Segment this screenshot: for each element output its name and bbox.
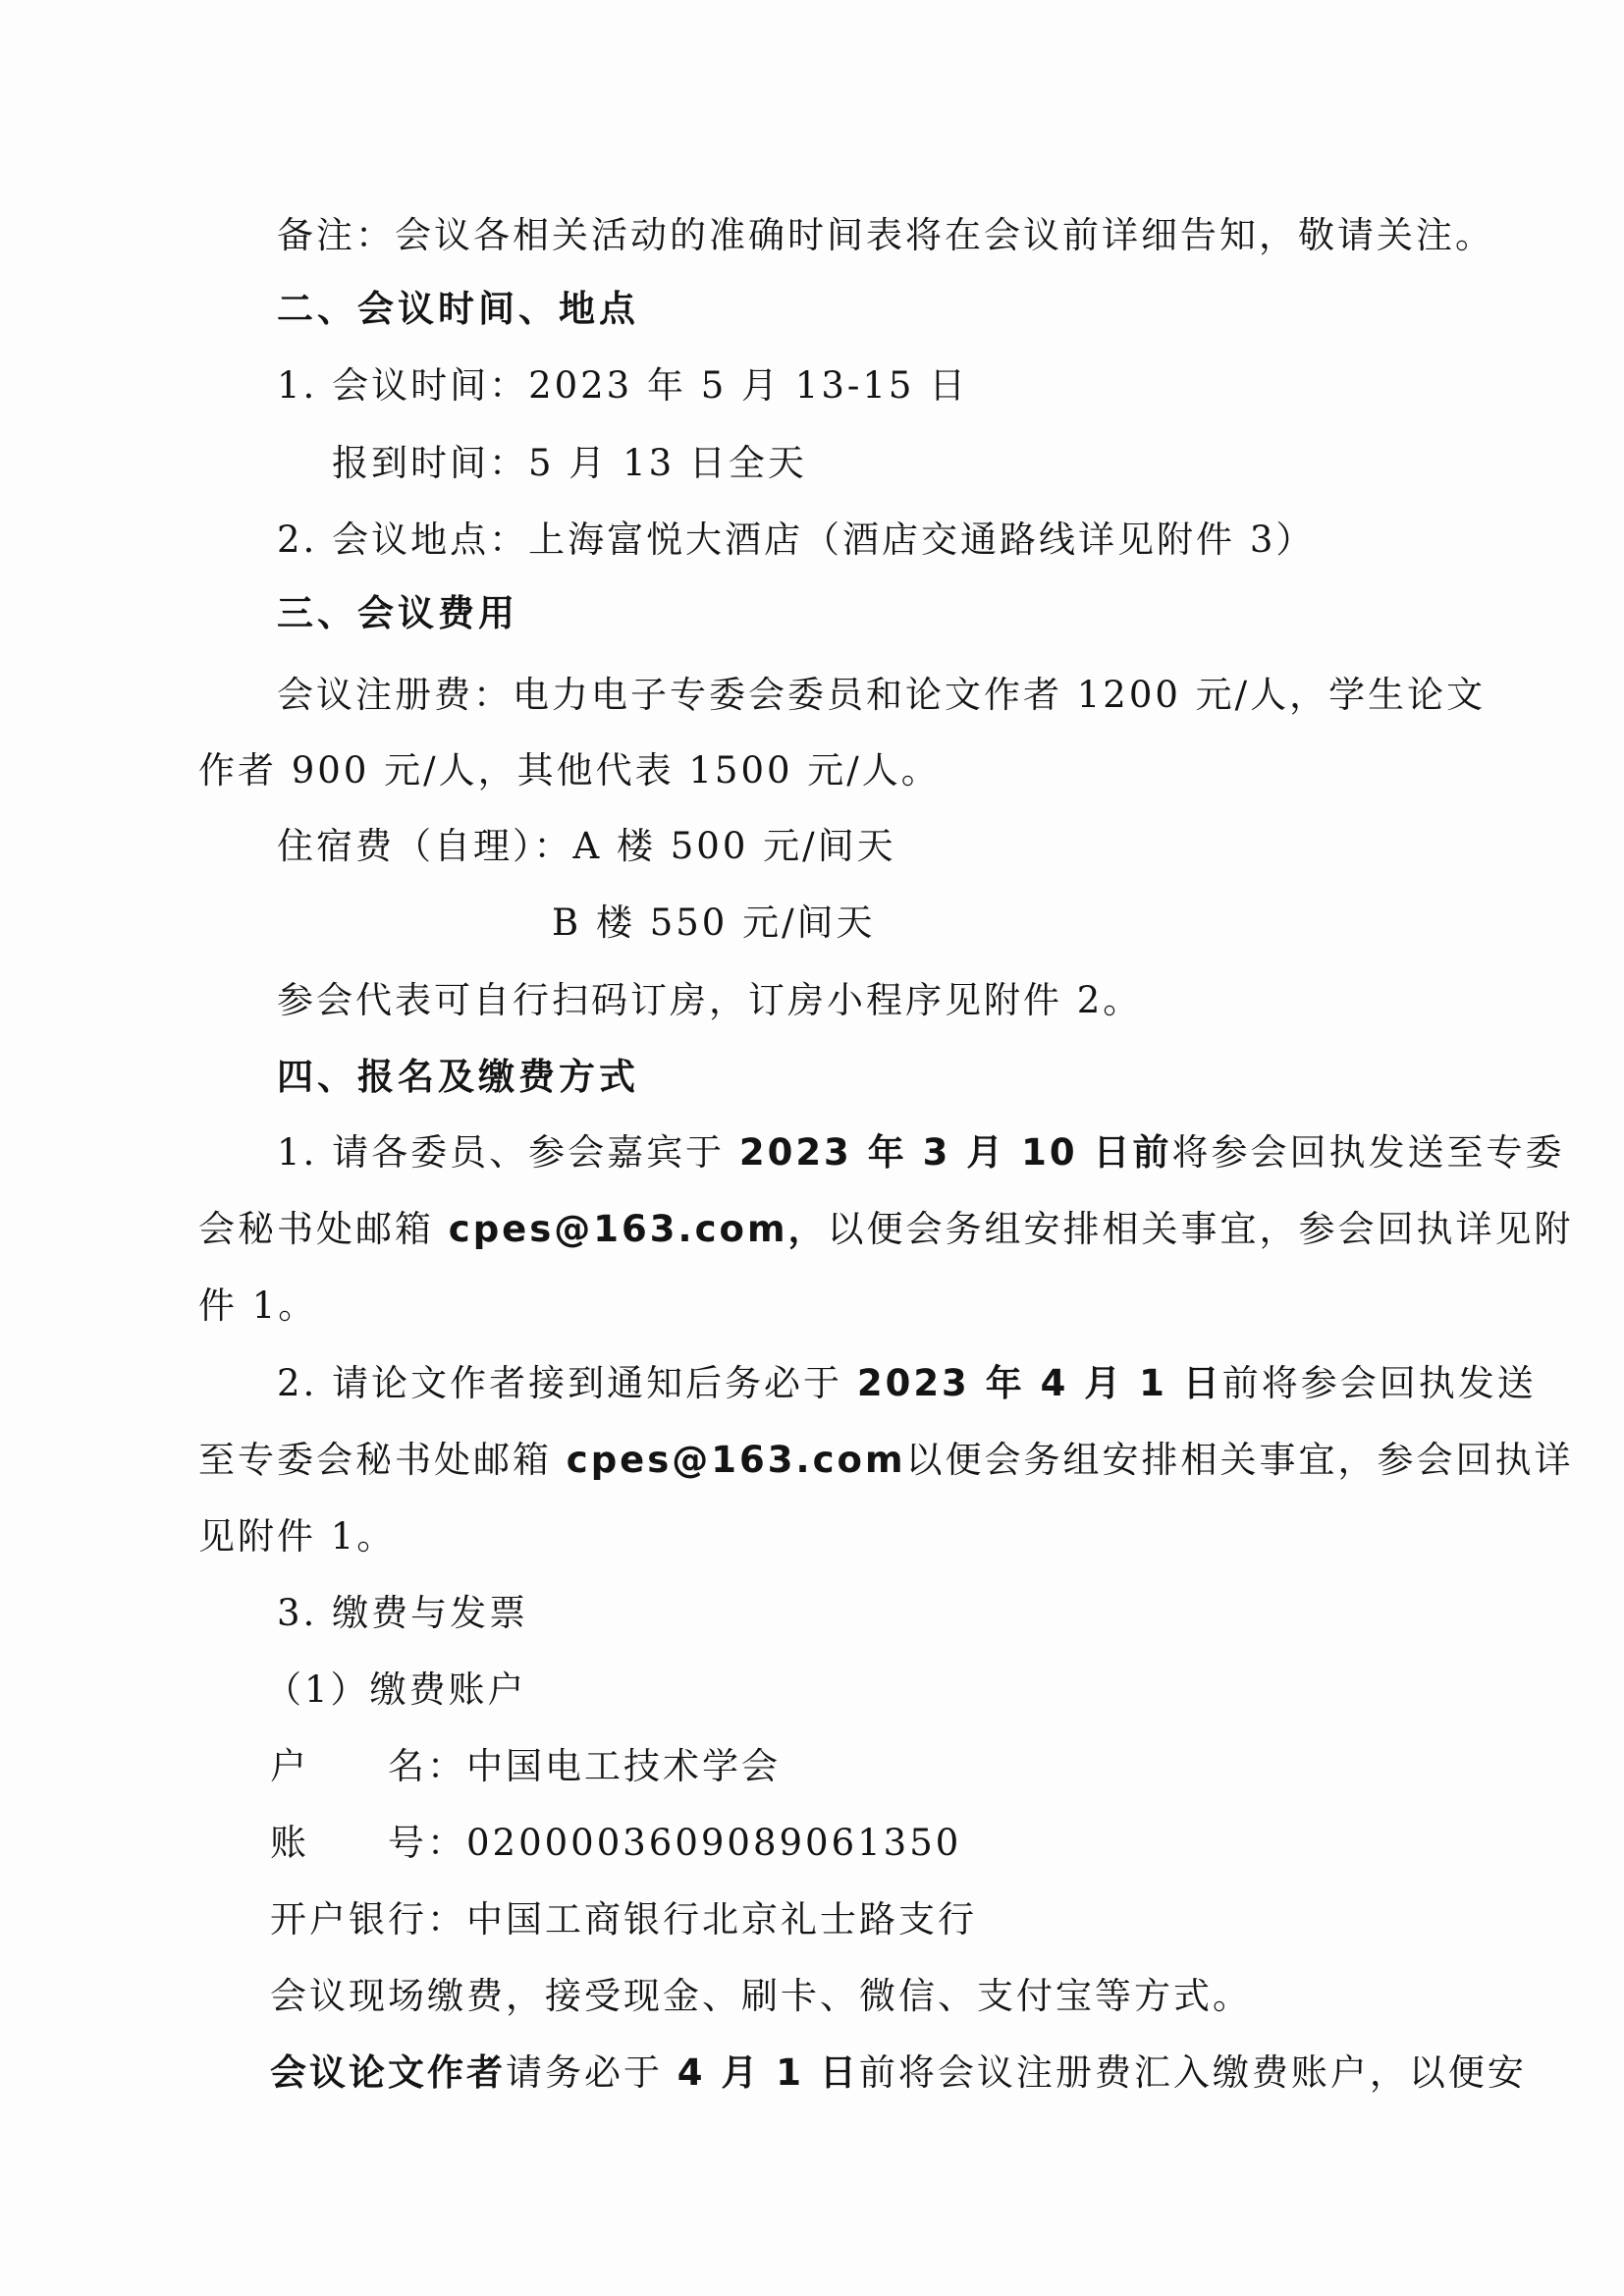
account-name-label: 户 名： [270,1745,466,1787]
registration-fee-line1: 会议注册费：电力电子专委会委员和论文作者 1200 元/人，学生论文 [277,674,1487,716]
section4-heading: 四、报名及缴费方式 [277,1056,639,1098]
author-deadline: 4 月 1 日 [677,2051,859,2094]
registration-fee-line2: 作者 900 元/人，其他代表 1500 元/人。 [198,749,941,792]
p1-line1 [277,1128,1564,1177]
p1-email: cpes@163.com， [448,1208,828,1250]
author-mid1: 请务必于 [506,2051,677,2094]
p2-line2-pre: 至专委会秘书处邮箱 [198,1439,567,1481]
account-number-label: 账 号： [270,1822,466,1864]
p2-deadline: 2023 年 4 月 1 日 [856,1362,1222,1404]
author-lead: 会议论文作者 [270,2051,506,2094]
p1-deadline: 2023 年 3 月 10 日前 [738,1131,1172,1174]
p1-line2 [198,1205,1574,1254]
bank-label: 开户银行： [270,1898,466,1941]
lodging-building-a: 住宿费（自理）：A 楼 500 元/间天 [277,825,896,867]
meeting-location: 2. 会议地点：上海富悦大酒店（酒店交通路线详见附件 3） [277,519,1316,561]
account-name-value: 中国电工技术学会 [466,1745,781,1787]
account-name-row [270,1742,781,1791]
p1-line2-pre: 会秘书处邮箱 [198,1208,449,1250]
p2-line1 [277,1359,1537,1408]
payment-account-heading: （1）缴费账户 [265,1668,527,1711]
p1-line3: 件 1。 [198,1285,318,1327]
section2-heading: 二、会议时间、地点 [277,288,639,330]
bank-value: 中国工商银行北京礼士路支行 [466,1898,977,1941]
p2-line2 [198,1436,1574,1485]
payment-invoice-heading: 3. 缴费与发票 [277,1592,529,1634]
p1-pre: 1. 请各委员、参会嘉宾于 [277,1131,739,1174]
booking-note: 参会代表可自行扫码订房，订房小程序见附件 2。 [277,979,1143,1021]
author-mid2: 前将会议注册费汇入缴费账户，以便安 [858,2051,1527,2094]
remark-line: 备注：会议各相关活动的准确时间表将在会议前详细告知，敬请关注。 [277,214,1494,256]
p2-post: 前将参会回执发送 [1221,1362,1537,1404]
bank-row [270,1895,977,1944]
p1-post: 将参会回执发送至专委 [1171,1131,1565,1174]
p2-line2-post: 以便会务组安排相关事宜，参会回执详 [905,1439,1574,1481]
meeting-time: 1. 会议时间：2023 年 5 月 13-15 日 [277,364,969,407]
p2-line3: 见附件 1。 [198,1515,397,1558]
onsite-payment-note: 会议现场缴费，接受现金、刷卡、微信、支付宝等方式。 [270,1975,1252,2017]
author-payment-line [270,2049,1527,2098]
lodging-building-b: B 楼 550 元/间天 [552,902,876,944]
registration-time: 报到时间：5 月 13 日全天 [332,442,807,484]
p2-email: cpes@163.com [566,1439,906,1481]
p1-line2-post: 以便会务组安排相关事宜，参会回执详见附 [827,1208,1574,1250]
p2-pre: 2. 请论文作者接到通知后务必于 [277,1362,857,1404]
account-number-row [270,1819,961,1868]
account-number-value: 0200003609089061350 [466,1822,962,1864]
section3-heading: 三、会议费用 [277,592,518,634]
